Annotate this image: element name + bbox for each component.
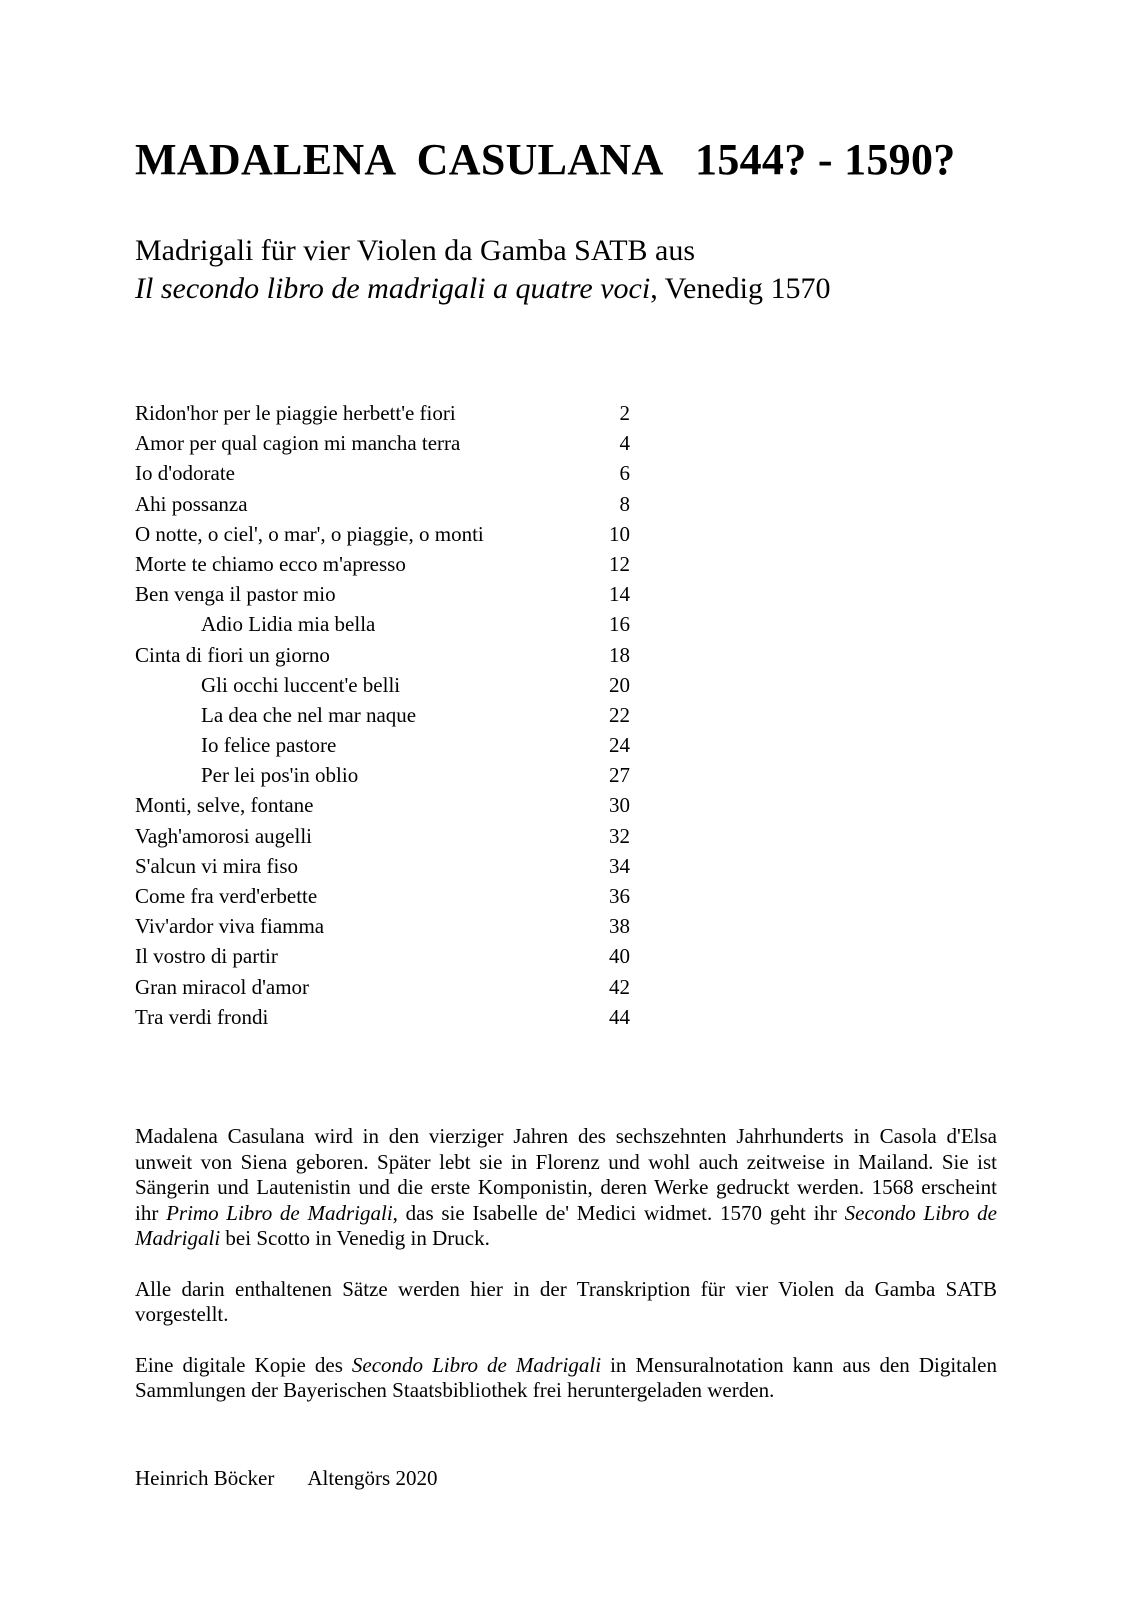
toc-entry-title: O notte, o ciel', o mar', o piaggie, o monti	[135, 521, 484, 546]
toc-entry-page: 22	[609, 702, 630, 727]
text-run: in Mensuralnotation kann aus den Digitalen Sammlungen der Bayerischen Staatsbibliothek frei heruntergeladen werden.	[135, 1352, 997, 1402]
toc-entry	[135, 911, 630, 941]
toc-entry-title: Io felice pastore	[201, 733, 337, 758]
toc-entry-page: 4	[619, 431, 630, 456]
toc-entry	[135, 760, 630, 790]
toc-entry-title: Ahi possanza	[135, 491, 248, 516]
toc-entry-page: 8	[619, 491, 630, 516]
paragraph-digital-copy	[135, 1353, 997, 1404]
signature-line	[135, 1465, 437, 1491]
toc-entry-title: Vagh'amorosi augelli	[135, 823, 312, 848]
toc-entry-title: Ben venga il pastor mio	[135, 582, 336, 607]
toc-entry	[135, 428, 630, 458]
body-text	[135, 1124, 997, 1429]
toc-entry-title: Gli occhi luccent'e belli	[201, 672, 401, 697]
place-year: Altengörs 2020	[307, 1466, 438, 1490]
text-run: , das sie Isabelle de' Medici widmet. 1570 geht ihr	[392, 1200, 845, 1225]
toc-entry-title: Monti, selve, fontane	[135, 793, 314, 818]
toc-entry-title: Gran miracol d'amor	[135, 974, 310, 999]
toc-entry	[135, 640, 630, 670]
toc-entry-title: Amor per qual cagion mi mancha terra	[135, 431, 461, 456]
toc-entry	[135, 489, 630, 519]
toc-entry-page: 38	[609, 914, 630, 939]
toc-entry-title: Come fra verd'erbette	[135, 884, 318, 908]
toc-entry-page: 36	[609, 884, 630, 908]
toc-entry	[135, 700, 630, 730]
toc-entry-title: Per lei pos'in oblio	[201, 763, 359, 788]
toc-entry-page: 30	[609, 793, 630, 818]
toc-entry-page: 18	[609, 642, 630, 667]
toc-entry	[135, 790, 630, 820]
toc-entry	[135, 941, 630, 971]
toc-entry	[135, 851, 630, 881]
italic-book-title: Primo Libro de Madrigali	[166, 1200, 393, 1225]
toc-entry-title: Il vostro di partir	[135, 944, 278, 969]
book-title: Il secondo libro de madrigali a quatre voci	[135, 272, 651, 305]
toc-entry-page: 20	[609, 672, 630, 697]
page-title: MADALENA CASULANA 1544? - 1590?	[135, 135, 956, 184]
toc-entry-title: Cinta di fiori un giorno	[135, 642, 330, 667]
toc-entry	[135, 881, 630, 911]
toc-entry	[135, 972, 630, 1002]
toc-entry-page: 2	[619, 401, 630, 425]
subtitle	[135, 232, 830, 308]
toc-entry-title: Tra verdi frondi	[135, 1004, 269, 1029]
table-of-contents	[135, 398, 630, 1032]
toc-entry	[135, 1002, 630, 1032]
italic-book-title: Secondo Libro de Madrigali	[135, 1200, 997, 1250]
toc-entry	[135, 579, 630, 609]
toc-entry-title: Morte te chiamo ecco m'apresso	[135, 551, 406, 576]
italic-book-title: Secondo Libro de Madrigali	[351, 1352, 602, 1377]
toc-entry	[135, 670, 630, 700]
toc-entry-page: 14	[609, 582, 630, 607]
toc-entry-page: 34	[609, 853, 630, 878]
toc-entry	[135, 519, 630, 549]
toc-entry-title: Io d'odorate	[135, 461, 235, 486]
paragraph-biography	[135, 1124, 997, 1252]
toc-entry	[135, 821, 630, 851]
toc-entry-title: S'alcun vi mira fiso	[135, 853, 299, 878]
subtitle-line-2	[135, 270, 830, 308]
subtitle-line-1: Madrigali für vier Violen da Gamba SATB aus	[135, 234, 696, 267]
text-run: Madalena Casulana wird in den vierziger Jahren des sechszehnten Jahrhunderts in Casola d'Elsa unweit von Siena geboren. Später lebt sie in Florenz und wohl auch zeitweise in Mailand. Sie ist Sängerin und Lautenistin und die erste Komponistin, deren Werke gedruckt werden. 1568 erscheint ihr	[135, 1124, 997, 1225]
toc-entry-page: 6	[619, 461, 630, 486]
text-run: bei Scotto in Venedig in Druck.	[220, 1226, 490, 1250]
toc-entry-title: Ridon'hor per le piaggie herbett'e fiori	[135, 401, 456, 425]
toc-entry-page: 44	[609, 1004, 630, 1029]
toc-entry-page: 24	[609, 733, 630, 758]
toc-entry-page: 16	[609, 612, 630, 637]
paragraph-transcription: Alle darin enthaltenen Sätze werden hier in der Transkription für vier Violen da Gamba SATB vorgestellt.	[135, 1276, 997, 1326]
toc-entry	[135, 398, 630, 428]
toc-entry-page: 10	[609, 521, 630, 546]
toc-entry	[135, 458, 630, 488]
toc-entry-page: 42	[609, 974, 630, 999]
toc-entry-page: 32	[609, 823, 630, 848]
author-name: Heinrich Böcker	[135, 1466, 275, 1490]
toc-entry-title: Adio Lidia mia bella	[201, 612, 376, 637]
toc-entry	[135, 609, 630, 639]
toc-entry-page: 40	[609, 944, 630, 969]
toc-entry-title: La dea che nel mar naque	[201, 702, 417, 727]
toc-entry-title: Viv'ardor viva fiamma	[135, 914, 325, 939]
publication-place-year: , Venedig 1570	[650, 272, 831, 305]
toc-entry-page: 12	[609, 551, 630, 576]
toc-entry	[135, 730, 630, 760]
toc-entry-page: 27	[609, 763, 630, 788]
text-run: Eine digitale Kopie des	[135, 1352, 352, 1377]
toc-entry	[135, 549, 630, 579]
